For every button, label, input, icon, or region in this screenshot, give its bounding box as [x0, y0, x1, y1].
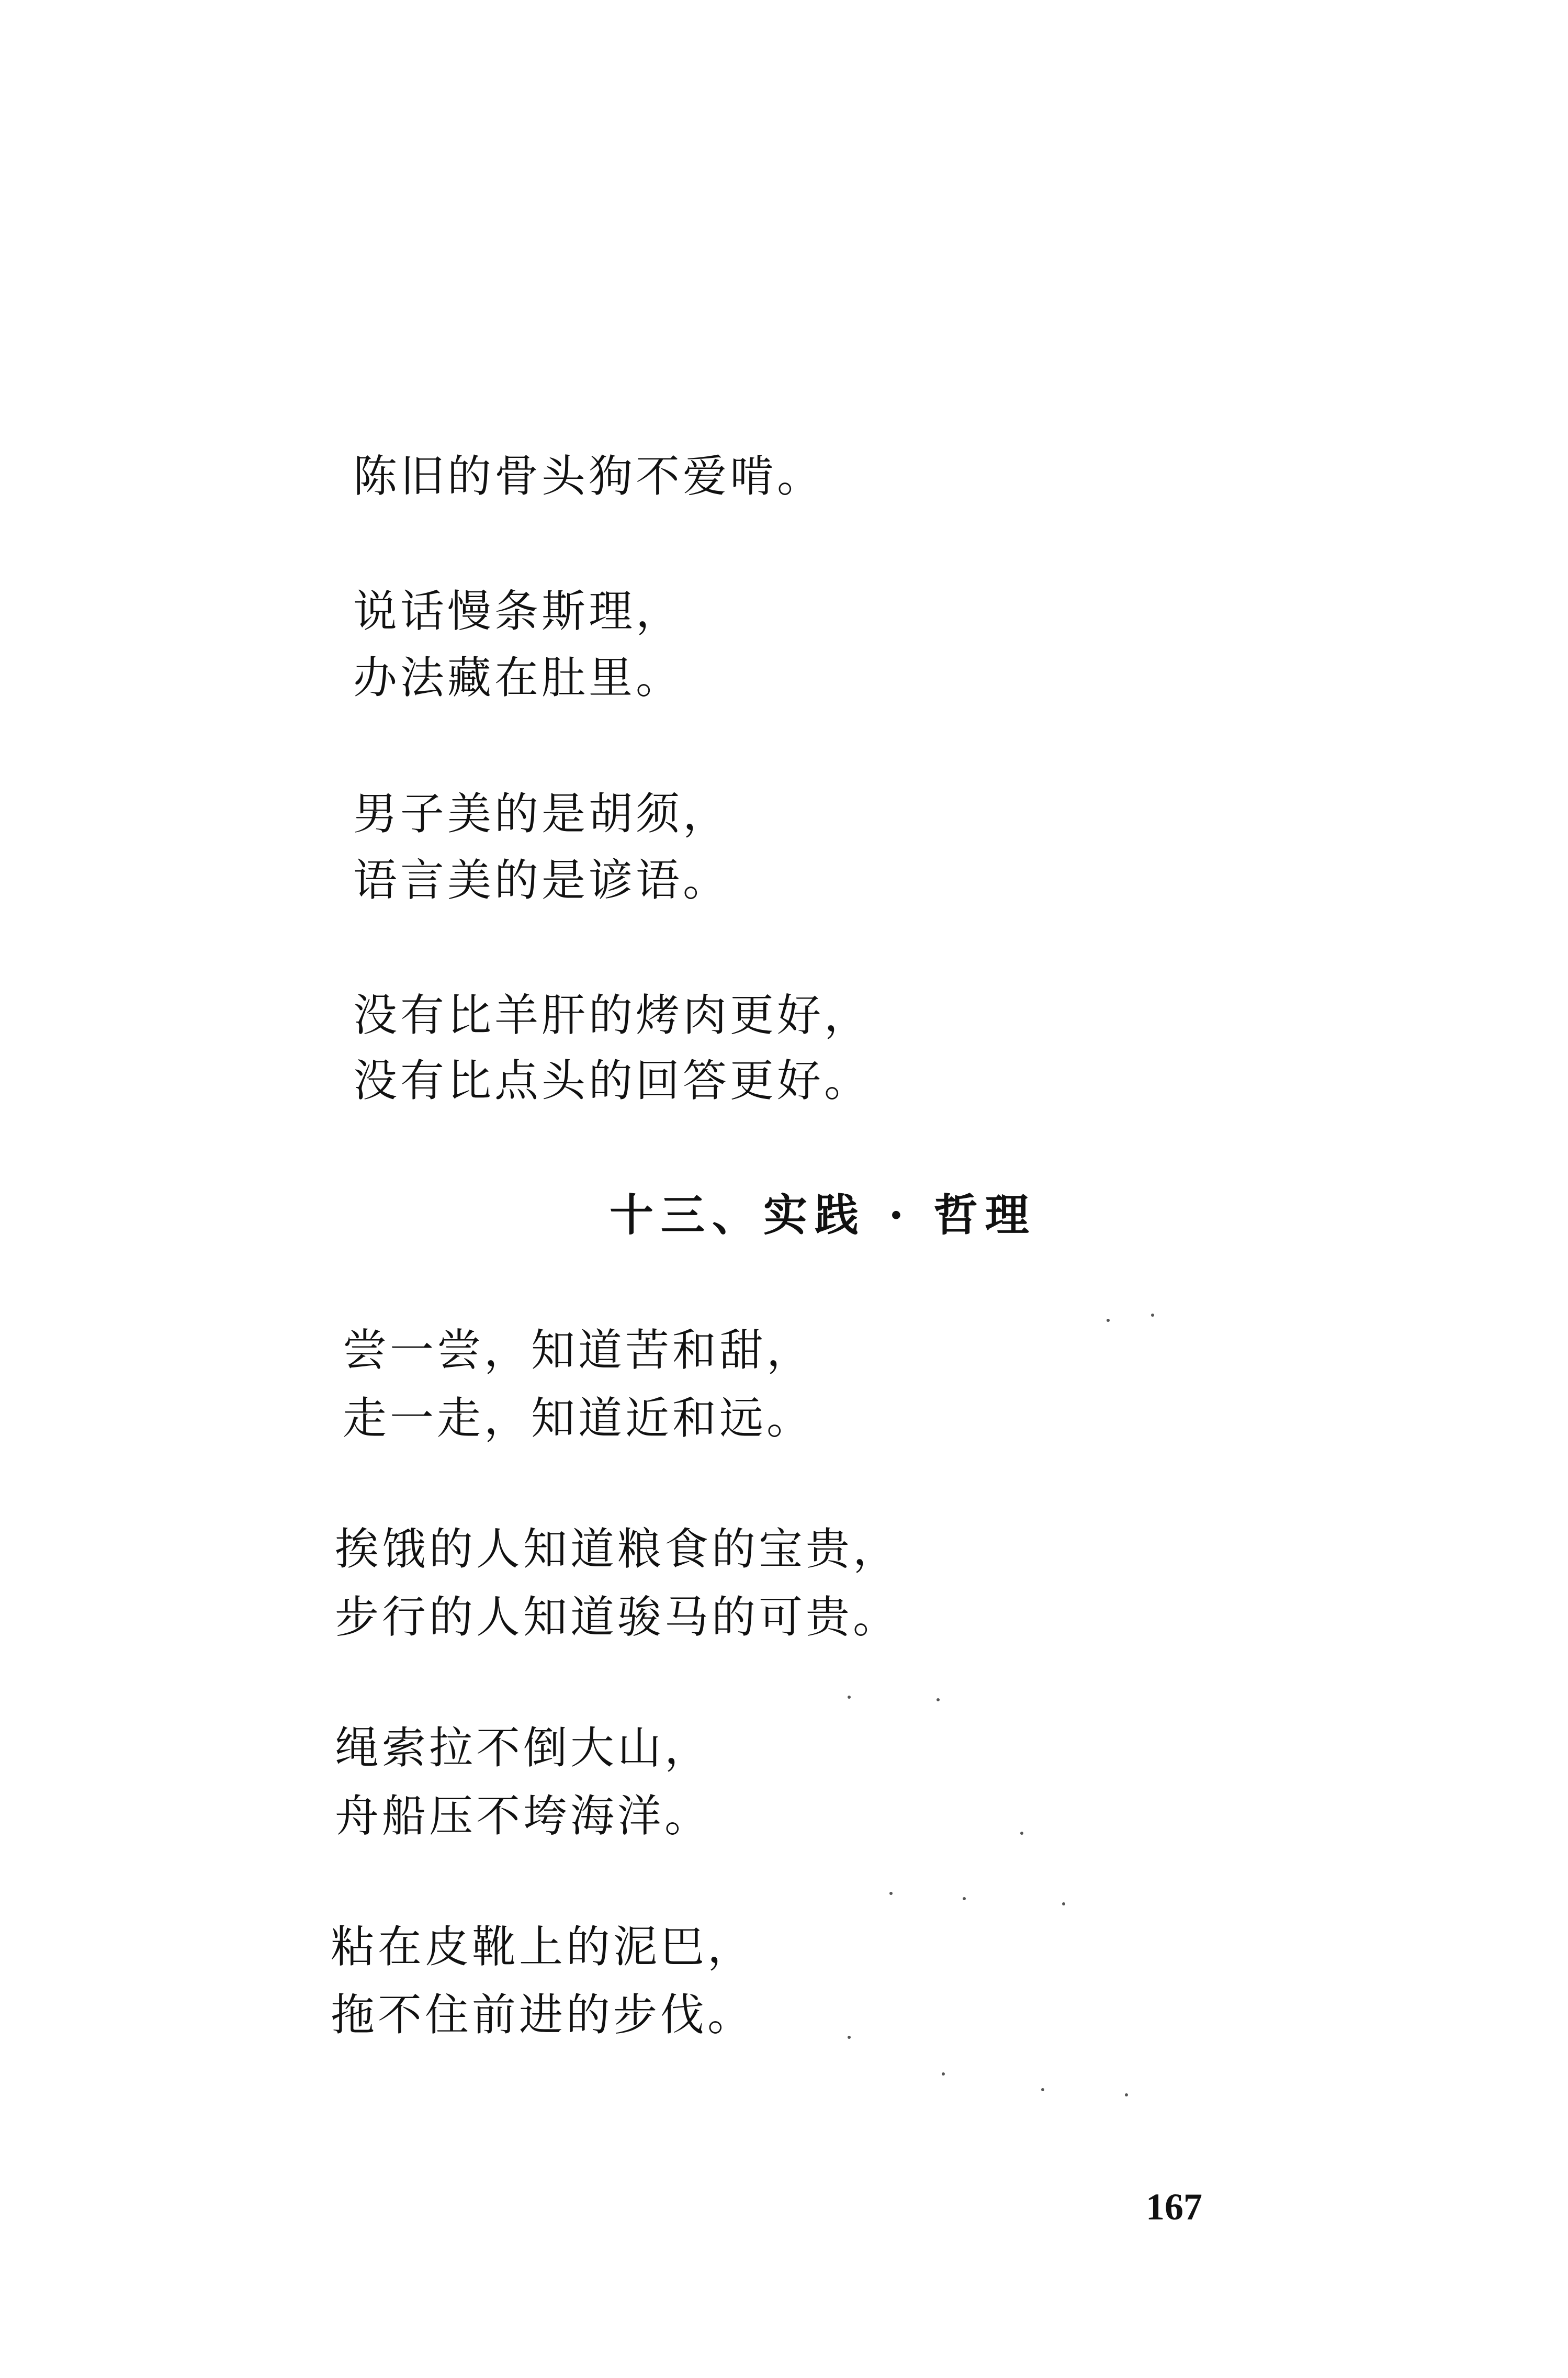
proverb-line: 男子美的是胡须， — [353, 788, 730, 839]
scan-speck — [1041, 2088, 1044, 2091]
proverb-line: 舟船压不垮海洋。 — [335, 1790, 712, 1842]
scan-speck — [942, 2072, 945, 2076]
scan-speck — [937, 1698, 940, 1701]
scan-speck — [1151, 1314, 1154, 1317]
proverb-line: 没有比点头的回答更好。 — [353, 1055, 872, 1106]
proverb-line: 语言美的是谚语。 — [353, 855, 730, 906]
proverb-line: 陈旧的骨头狗不爱啃。 — [353, 451, 825, 502]
proverb-line: 走一走，知道近和远。 — [343, 1393, 814, 1444]
proverb-line: 绳索拉不倒大山， — [335, 1722, 712, 1774]
scan-speck — [1062, 1902, 1065, 1905]
proverb-line: 步行的人知道骏马的可贵。 — [335, 1591, 900, 1643]
proverb-line: 办法藏在肚里。 — [353, 652, 683, 703]
proverb-line: 尝一尝，知道苦和甜， — [343, 1325, 814, 1376]
scan-speck — [889, 1892, 893, 1895]
scan-speck — [1107, 1319, 1110, 1322]
proverb-line: 说话慢条斯理， — [353, 586, 683, 637]
proverb-line: 拖不住前进的步伐。 — [331, 1989, 755, 2040]
scan-speck — [848, 2036, 851, 2039]
proverb-line: 没有比羊肝的烤肉更好， — [353, 990, 872, 1041]
scan-speck — [1020, 1832, 1023, 1835]
scan-speck — [1125, 2093, 1128, 2096]
section-heading: 十三、实践 · 哲理 — [610, 1189, 1036, 1241]
proverb-line: 粘在皮靴上的泥巴， — [331, 1921, 755, 1972]
scan-speck — [848, 1696, 851, 1699]
page-number: 167 — [1146, 2186, 1202, 2228]
proverb-line: 挨饿的人知道粮食的宝贵， — [335, 1523, 900, 1575]
scan-speck — [963, 1897, 966, 1900]
